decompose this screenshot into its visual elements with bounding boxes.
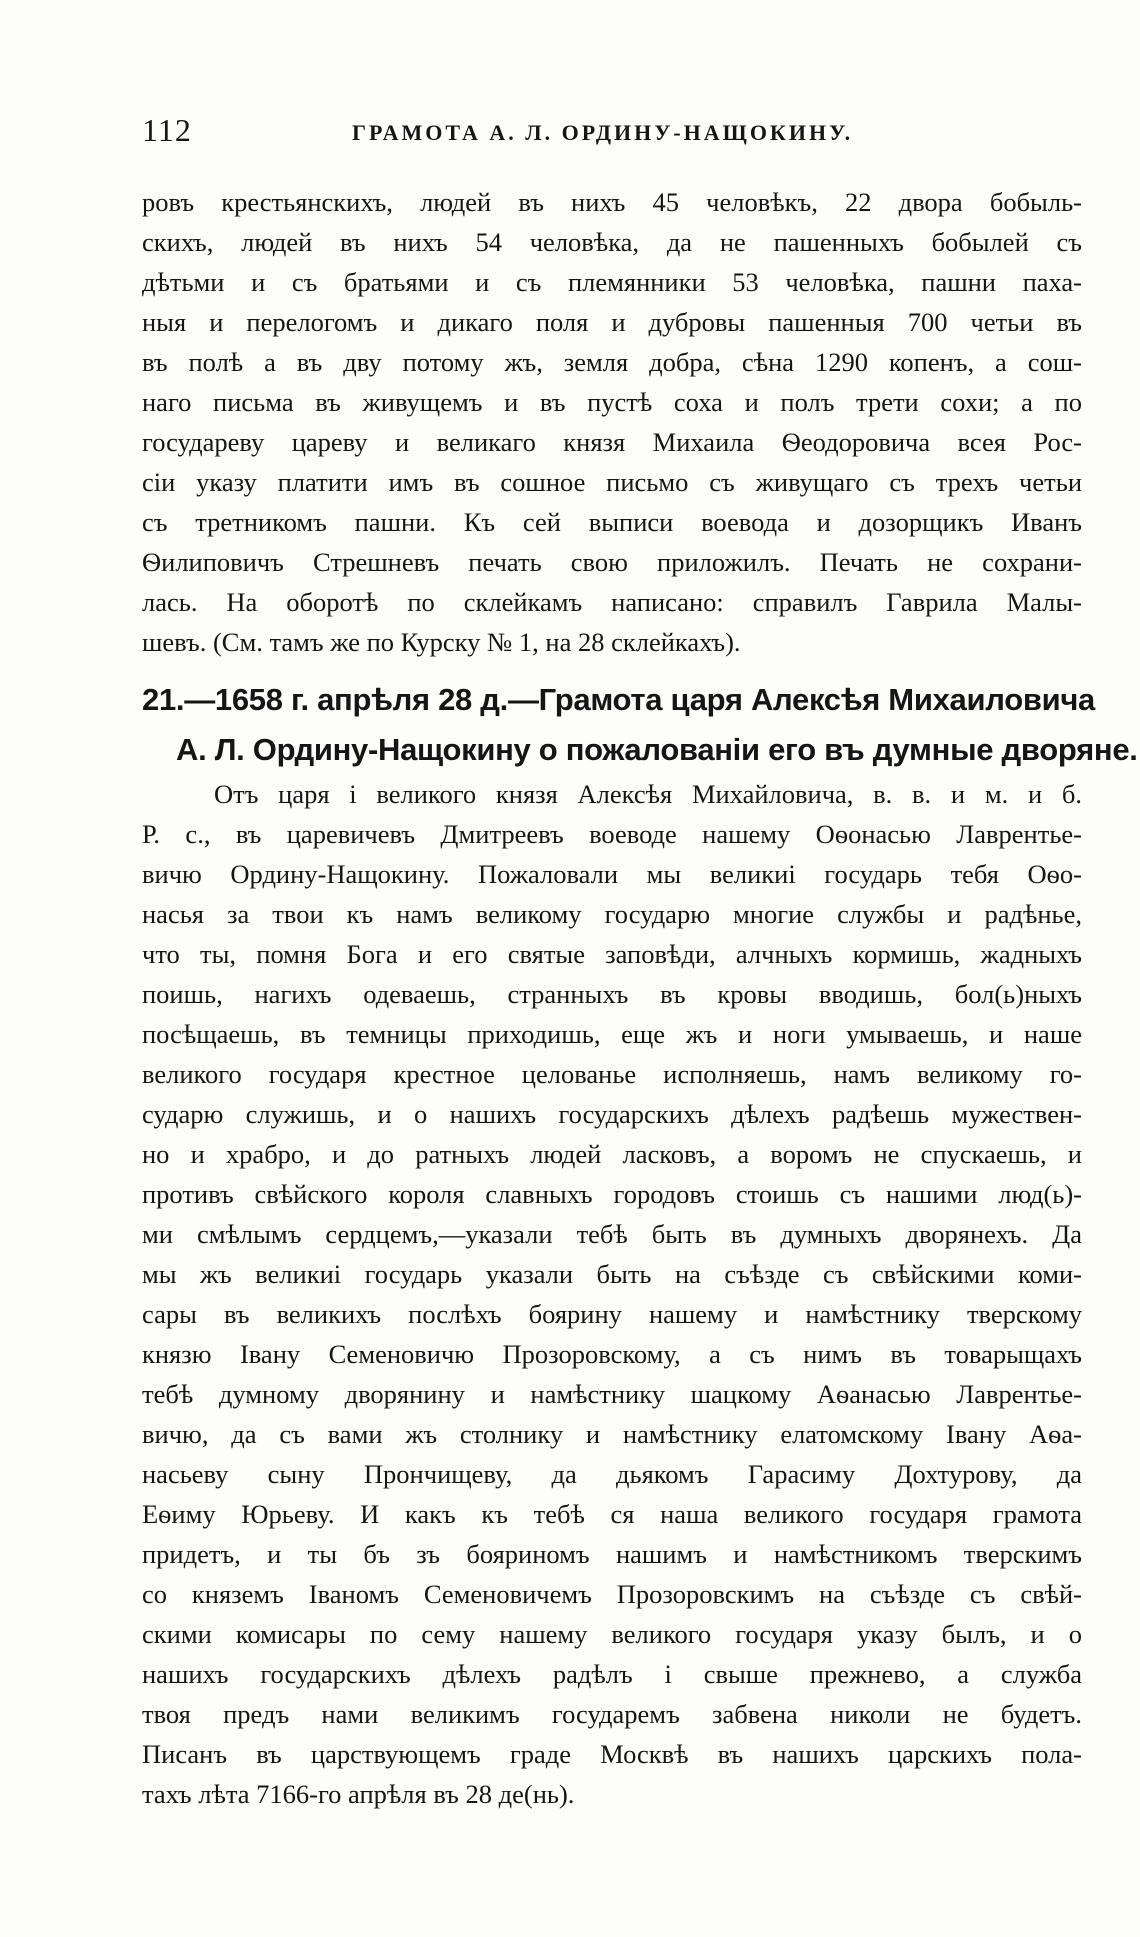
text-line: сударю служишь, и о нашихъ государскихъ дѣлехъ радѣешь мужествен- <box>142 1099 1082 1129</box>
text-line: насья за твои къ намъ великому государю многие службы и радѣнье, <box>142 899 1082 929</box>
text-line: нашихъ государскихъ дѣлехъ радѣлъ і свыше прежнево, а служба <box>142 1659 1082 1689</box>
heading-line-2: А. Л. Ордину-Нащокину о пожалованіи его въ думные дворяне. <box>176 732 1138 767</box>
text-line: вичю, да съ вами жъ столнику и намѣстнику елатомскому Івану Аѳа- <box>142 1419 1082 1449</box>
text-line: мы жъ великиі государь указали быть на съѣзде съ свѣйскими коми- <box>142 1259 1082 1289</box>
text-line: Р. с., въ царевичевъ Дмитреевъ воеводе нашему Оѳонасью Лаврентье- <box>142 819 1082 849</box>
text-line: скими комисары по сему нашему великого государя указу былъ, и о <box>142 1619 1082 1649</box>
text-line: князю Івану Семеновичю Прозоровскому, а съ нимъ въ товарыщахъ <box>142 1339 1082 1369</box>
text-line: поишь, нагихъ одеваешь, странныхъ въ кровы вводишь, бол(ь)ныхъ <box>142 979 1082 1009</box>
text-line: ми смѣлымъ сердцемъ,—указали тебѣ быть въ думныхъ дворянехъ. Да <box>142 1219 1082 1249</box>
text-line: твоя предъ нами великимъ государемъ забвена николи не будетъ. <box>142 1699 1082 1729</box>
running-head <box>142 112 1082 152</box>
charter-text <box>142 774 1082 1814</box>
text-line: великого государя крестное целованье исполняешь, намъ великому го- <box>142 1059 1082 1089</box>
text-line: вичю Ордину-Нащокину. Пожаловали мы великиі государь тебя Оѳо- <box>142 859 1082 889</box>
text-line: шевъ. (См. тамъ же по Курску № 1, на 28 склейкахъ). <box>142 627 741 657</box>
text-line: скихъ, людей въ нихъ 54 человѣка, да не пашенныхъ бобылей съ <box>142 227 1082 257</box>
text-line: дѣтьми и съ братьями и съ племянники 53 человѣка, пашни паха- <box>142 267 1082 297</box>
text-line: государеву цареву и великаго князя Михаила Ѳеодоровича всея Рос- <box>142 427 1082 457</box>
text-line: Отъ царя і великого князя Алексѣя Михайловича, в. в. и м. и б. <box>214 779 1082 809</box>
text-line: въ полѣ а въ дву потому жъ, земля добра, сѣна 1290 копенъ, а сош- <box>142 347 1082 377</box>
text-line: лась. На оборотѣ по склейкамъ написано: справилъ Гаврила Малы- <box>142 587 1082 617</box>
text-line: что ты, помня Бога и его святые заповѣди, алчныхъ кормишь, жадныхъ <box>142 939 1082 969</box>
text-line: Писанъ въ царствующемъ граде Москвѣ въ нашихъ царскихъ пола- <box>142 1739 1082 1769</box>
text-line: противъ свѣйского короля славныхъ городовъ стоишь съ нашими люд(ь)- <box>142 1179 1082 1209</box>
running-title: ГРАМОТА А. Л. ОРДИНУ-НАЩОКИНУ. <box>352 120 854 145</box>
text-line: тахъ лѣта 7166-го апрѣля въ 28 де(нь). <box>142 1779 575 1809</box>
text-line: ныя и перелогомъ и дикаго поля и дубровы пашенныя 700 четьи въ <box>142 307 1082 337</box>
text-line: придетъ, и ты бъ зъ бояриномъ нашимъ и намѣстникомъ тверскимъ <box>142 1539 1082 1569</box>
page-number: 112 <box>142 112 192 148</box>
text-line: наго письма въ живущемъ и въ пустѣ соха и полъ трети сохи; а по <box>142 387 1082 417</box>
text-line: тебѣ думному дворянину и намѣстнику шацкому Аѳанасью Лаврентье- <box>142 1379 1082 1409</box>
previous-document-text <box>142 182 1082 662</box>
text-line: но и храбро, и до ратныхъ людей ласковъ, а воромъ не спускаешь, и <box>142 1139 1082 1169</box>
heading-line-1: 21.—1658 г. апрѣля 28 д.—Грамота царя Алексѣя Михаиловича <box>142 682 1095 717</box>
text-line: сіи указу платити имъ въ сошное письмо съ живущаго съ трехъ четьи <box>142 467 1082 497</box>
text-line: посѣщаешь, въ темницы приходишь, еще жъ и ноги умываешь, и наше <box>142 1019 1082 1049</box>
text-line: Ѳилиповичъ Стрешневъ печать свою приложилъ. Печать не сохрани- <box>142 547 1082 577</box>
text-line: сары въ великихъ послѣхъ боярину нашему и намѣстнику тверскому <box>142 1299 1082 1329</box>
text-line: Еѳиму Юрьеву. И какъ къ тебѣ ся наша великого государя грамота <box>142 1499 1082 1529</box>
document-heading <box>142 675 1138 775</box>
text-line: насьеву сыну Прончищеву, да дьякомъ Гарасиму Дохтурову, да <box>142 1459 1082 1489</box>
text-line: со княземъ Іваномъ Семеновичемъ Прозоровскимъ на съѣзде съ свѣй- <box>142 1579 1082 1609</box>
text-line: ровъ крестьянскихъ, людей въ нихъ 45 человѣкъ, 22 двора бобыль- <box>142 187 1082 217</box>
text-line: съ третникомъ пашни. Къ сей выписи воевода и дозорщикъ Иванъ <box>142 507 1082 537</box>
